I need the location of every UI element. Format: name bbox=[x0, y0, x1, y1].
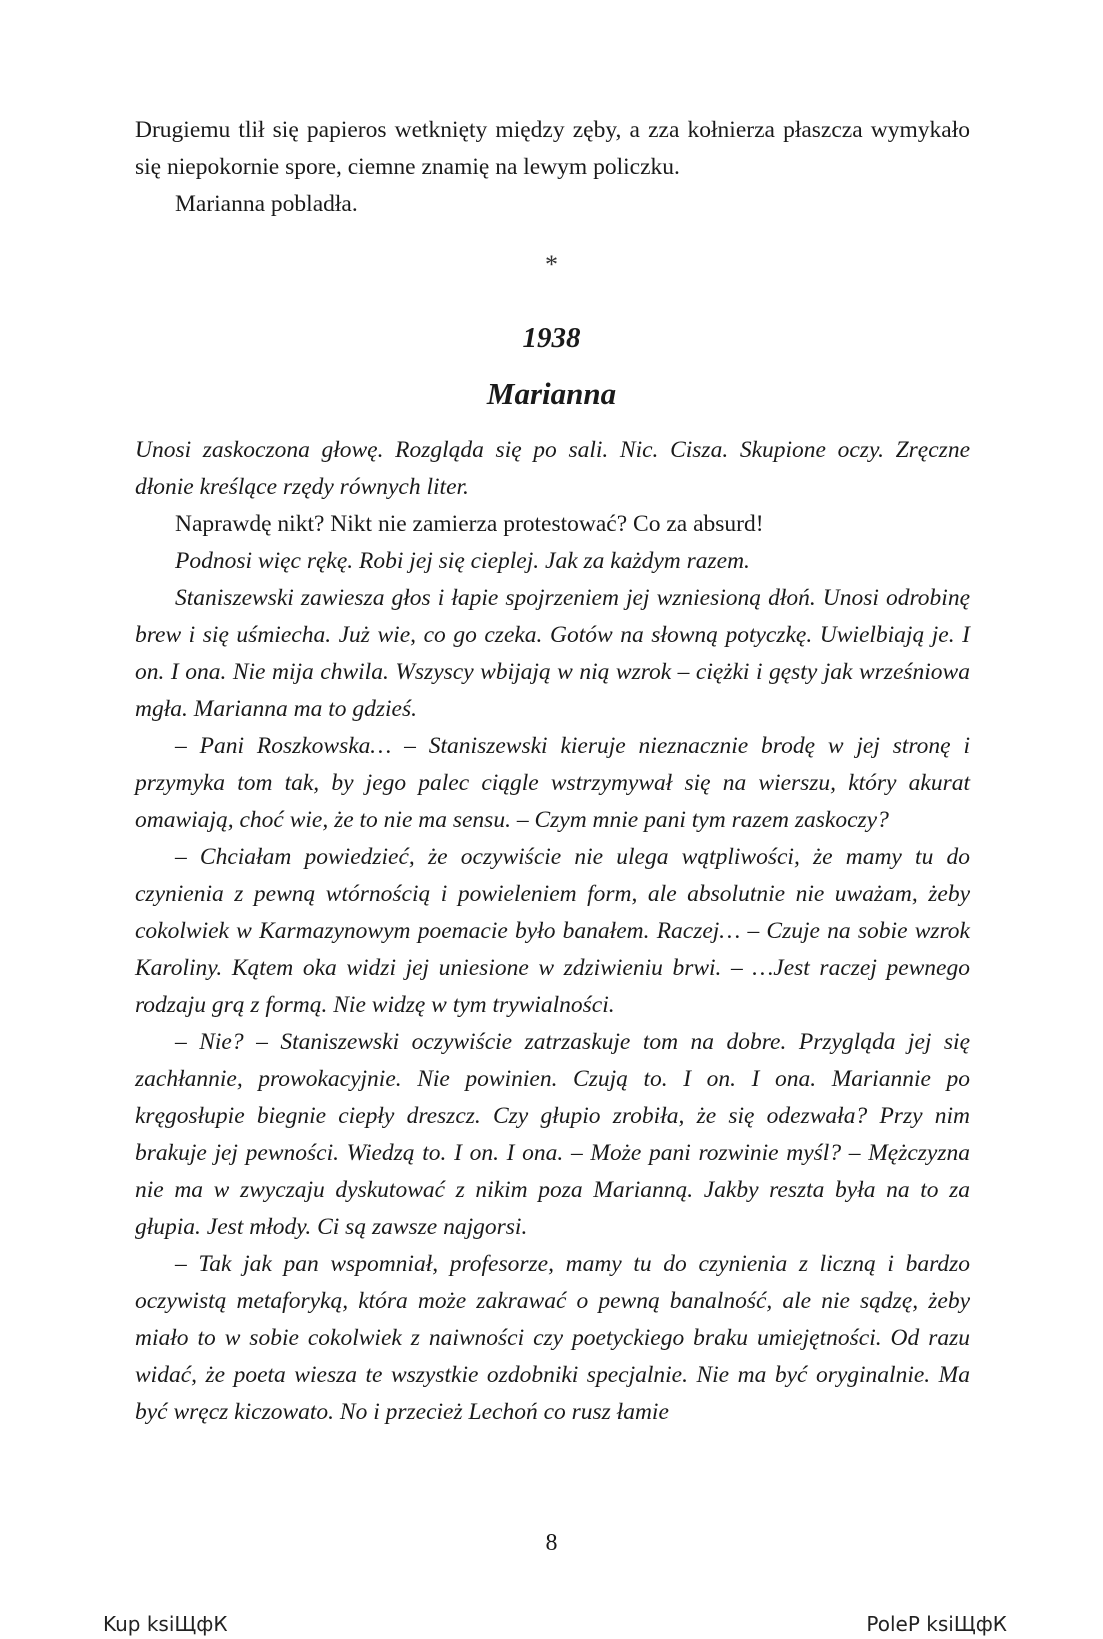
paragraph: – Pani Roszkowska… – Staniszewski kieruje nieznacznie brodę w jej stronę i przymyka tom tak, by jego palec ciągle wstrzymywał się na wierszu, który akurat omawiają, choć wie, że to nie ma sensu. – Czym mnie pani tym razem zaskoczy? bbox=[135, 733, 970, 833]
paragraph: Drugiemu tlił się papieros wetknięty między zęby, a zza kołnierza płaszcza wymykało się niepokornie spore, ciemne znamię na lewym policzku. bbox=[135, 117, 970, 180]
paragraph: Staniszewski zawiesza głos i łapie spojrzeniem jej wzniesioną dłoń. Unosi odrobinę brew i się uśmiecha. Już wie, co go czeka. Gotów na słowną potyczkę. Uwielbiają je. I on. I ona. Nie mija chwila. Wszyscy wbijają w nią wzrok – ciężki i gęsty jak wrześniowa mgła. Marianna ma to gdzieś. bbox=[135, 585, 970, 722]
paragraph: Naprawdę nikt? Nikt nie zamierza protestować? Co za absurd! bbox=[175, 511, 764, 537]
paragraph: Unosi zaskoczona głowę. Rozgląda się po sali. Nic. Cisza. Skupione oczy. Zręczne dłonie kreślące rzędy równych liter. bbox=[135, 437, 970, 500]
chapter-title: Marianna bbox=[486, 376, 617, 411]
section-separator: * bbox=[545, 250, 558, 279]
body-text bbox=[135, 432, 970, 1431]
footer-buy-link[interactable]: Kup ksiЩфК bbox=[103, 1612, 228, 1636]
paragraph: – Nie? – Staniszewski oczywiście zatrzaskuje tom na dobre. Przygląda jej się zachłannie, prowokacyjnie. Nie powinien. Czują to. I on. I ona. Mariannie po kręgosłupie biegnie ciepły dreszcz. Czy głupio zrobiła, że się odezwała? Przy nim brakuje jej pewności. Wiedzą to. I on. I ona. – Może pani rozwinie myśl? – Mężczyzna nie ma w zwyczaju dyskutować z nikim poza Marianną. Jakby reszta była na to za głupia. Jest młody. Ci są zawsze najgorsi. bbox=[135, 1029, 970, 1240]
paragraph: Podnosi więc rękę. Robi jej się cieplej. Jak za każdym razem. bbox=[175, 548, 750, 574]
paragraph: – Chciałam powiedzieć, że oczywiście nie ulega wątpliwości, że mamy tu do czynienia z pewną wtórnością i powieleniem form, ale absolutnie nie uważam, żeby cokolwiek w Karmazynowym poemacie było banałem. Raczej… – Czuje na sobie wzrok Karoliny. Kątem oka widzi jej uniesione w zdziwieniu brwi. – …Jest raczej pewnego rodzaju grą z formą. Nie widzę w tym trywialności. bbox=[135, 844, 970, 1018]
page-number: 8 bbox=[545, 1530, 558, 1556]
paragraph: – Tak jak pan wspomniał, profesorze, mamy tu do czynienia z liczną i bardzo oczywistą metaforyką, która może zakrawać o pewną banalność, ale nie sądzę, żeby miało to w sobie cokolwiek z naiwności czy poetyckiego braku umiejętności. Od razu widać, że poeta wiesza te wszystkie ozdobniki specjalnie. Nie ma być oryginalnie. Ma być wręcz kiczowato. No i przecież Lechoń co rusz łamie bbox=[135, 1251, 970, 1425]
paragraph: Marianna pobladła. bbox=[175, 191, 358, 217]
top-section bbox=[135, 112, 970, 223]
footer-recommend-link[interactable]: PoleP ksiЩфК bbox=[866, 1612, 1007, 1636]
chapter-year: 1938 bbox=[522, 322, 581, 354]
